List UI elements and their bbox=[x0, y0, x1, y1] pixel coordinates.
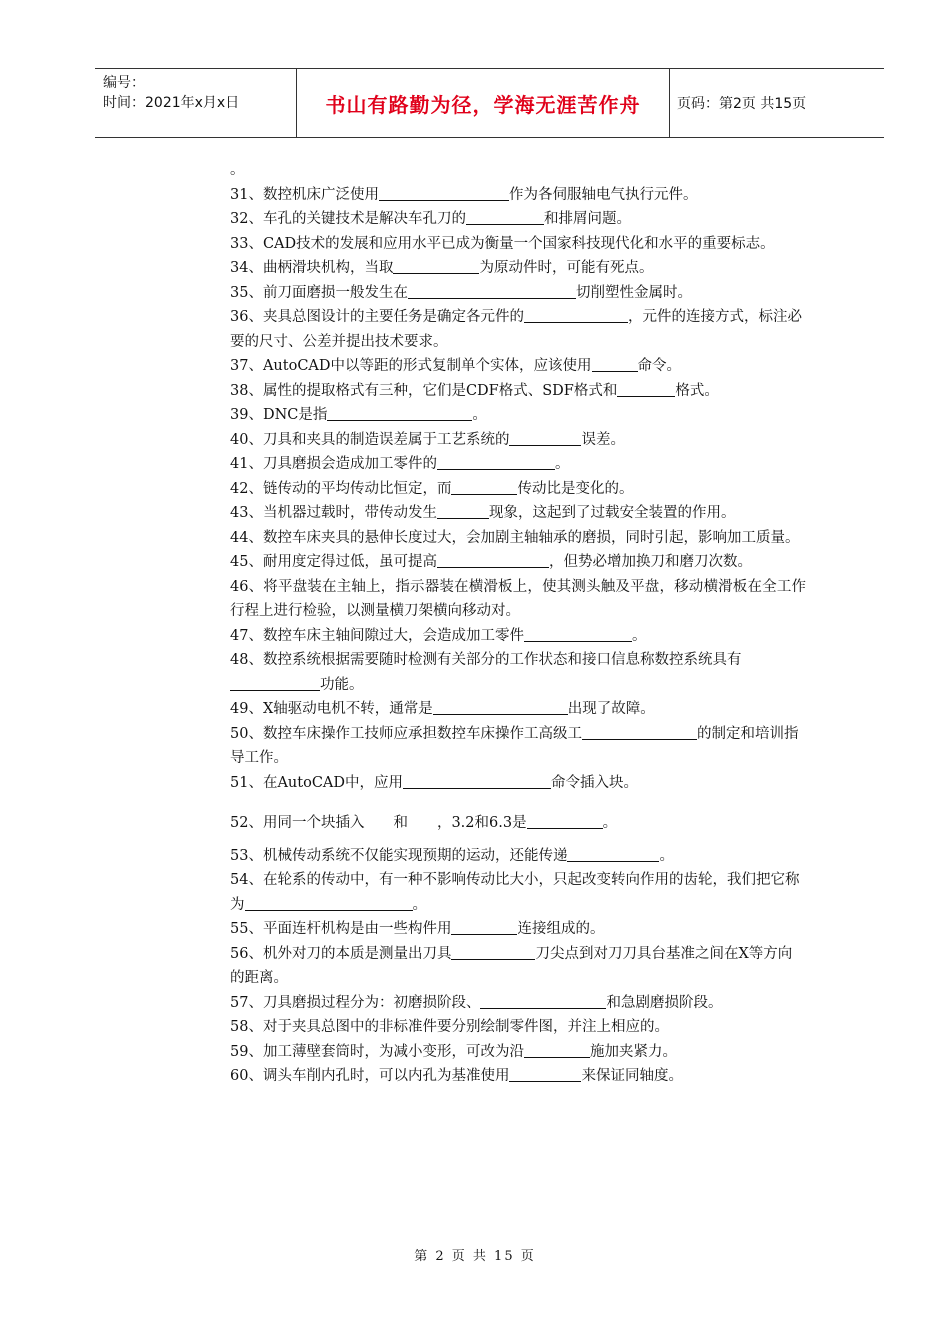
question-text: 施加夹紧力。 bbox=[589, 1043, 677, 1060]
answer-blank bbox=[509, 1065, 581, 1082]
question-q59 bbox=[230, 1040, 806, 1065]
question-text: 34、曲柄滑块机构，当取 bbox=[230, 260, 394, 276]
question-q48b bbox=[230, 673, 806, 698]
question-text: 51、在AutoCAD中，应用 bbox=[230, 774, 404, 791]
question-text: 39、DNC是指 bbox=[230, 407, 328, 423]
question-text: 58、对于夹具总图中的非标准件要分别绘制零件图，并注上相应的。 bbox=[230, 1019, 669, 1035]
question-text: 功能。 bbox=[320, 676, 364, 693]
question-text: 。 bbox=[602, 815, 618, 831]
question-text: 35、前刀面磨损一般发生在 bbox=[230, 284, 408, 301]
answer-blank bbox=[524, 1041, 590, 1058]
question-text: 。 bbox=[412, 896, 427, 913]
question-text: ，但势必增加换刀和磨刀次数。 bbox=[548, 554, 752, 570]
question-text: 54、在轮系的传动中，有一种不影响传动比大小，只起改变转向作用的齿轮，我们把它称为 bbox=[230, 872, 800, 913]
answer-blank bbox=[437, 502, 489, 519]
question-q56 bbox=[230, 942, 806, 991]
answer-blank bbox=[437, 453, 555, 470]
question-text: 来保证同轴度。 bbox=[581, 1068, 683, 1084]
header-page-info: 页码：第2页 共15页 bbox=[677, 96, 807, 112]
question-text: 47、数控车床主轴间隙过大，会造成加工零件 bbox=[230, 627, 524, 644]
question-q38 bbox=[230, 379, 806, 404]
time-label: 时间：2021年x月x日 bbox=[103, 95, 240, 111]
question-q49 bbox=[230, 697, 806, 722]
question-text: 。 bbox=[554, 456, 570, 472]
question-text: 格式。 bbox=[675, 382, 719, 399]
question-text: 切削塑性金属时。 bbox=[575, 284, 692, 301]
question-q41 bbox=[230, 452, 806, 477]
question-q46 bbox=[230, 575, 806, 624]
question-text: 现象，这起到了过载安全装置的作用。 bbox=[488, 505, 736, 521]
question-q32 bbox=[230, 207, 806, 232]
answer-blank bbox=[327, 404, 472, 421]
question-text: 。 bbox=[631, 627, 647, 644]
answer-blank bbox=[403, 772, 551, 789]
question-text: 和排屑问题。 bbox=[543, 211, 631, 227]
answer-blank bbox=[524, 625, 632, 642]
answer-blank bbox=[617, 380, 675, 397]
question-text: 刀尖点到对刀刀具台基准之间在X等方向的距离。 bbox=[230, 945, 793, 986]
question-text: 52、用同一个块插入 和 ，3.2和6.3是 bbox=[230, 815, 527, 831]
question-text: 56、机外对刀的本质是测量出刀具 bbox=[230, 945, 452, 962]
question-q45 bbox=[230, 550, 806, 575]
answer-blank bbox=[466, 208, 544, 225]
answer-blank bbox=[524, 306, 628, 323]
question-text: 49、X轴驱动电机不转，通常是 bbox=[230, 701, 433, 717]
question-q50 bbox=[230, 722, 806, 771]
question-text: 的制定和培训指导工作。 bbox=[230, 725, 799, 766]
question-text: 48、数控系统根据需要随时检测有关部分的工作状态和接口信息称数控系统具有 bbox=[230, 652, 742, 668]
question-q37 bbox=[230, 354, 806, 379]
question-text: 40、刀具和夹具的制造误差属于工艺系统的 bbox=[230, 431, 510, 448]
question-text: 命令插入块。 bbox=[551, 774, 639, 791]
question-q54 bbox=[230, 868, 806, 917]
answer-blank bbox=[480, 992, 606, 1009]
header-meta bbox=[103, 73, 239, 113]
answer-blank bbox=[230, 674, 320, 691]
answer-blank bbox=[451, 943, 535, 960]
question-q30end bbox=[230, 158, 806, 183]
question-q44 bbox=[230, 526, 806, 551]
question-text: 。 bbox=[230, 162, 245, 178]
question-text: 32、车孔的关键技术是解决车孔刀的 bbox=[230, 211, 466, 227]
question-q36 bbox=[230, 305, 806, 354]
question-text: 。 bbox=[659, 847, 674, 864]
question-text: 38、属性的提取格式有三种，它们是CDF格式、SDF格式和 bbox=[230, 382, 618, 399]
question-q48 bbox=[230, 648, 806, 673]
answer-blank bbox=[567, 845, 659, 862]
question-q52 bbox=[230, 811, 806, 836]
question-text: 连接组成的。 bbox=[517, 921, 605, 937]
question-q40 bbox=[230, 428, 806, 453]
question-q60 bbox=[230, 1064, 806, 1089]
question-text: 55、平面连杆机构是由一些构件用 bbox=[230, 921, 452, 937]
answer-blank bbox=[582, 723, 697, 740]
answer-blank bbox=[379, 184, 509, 201]
question-text: 46、将平盘装在主轴上，指示器装在横滑板上，使其测头触及平盘，移动横滑板在全工作行程上进行检验，以测量横刀架横向移动对。 bbox=[230, 578, 806, 619]
question-text: 60、调头车削内孔时，可以内孔为基准使用 bbox=[230, 1068, 510, 1084]
question-text: 36、夹具总图设计的主要任务是确定各元件的 bbox=[230, 309, 524, 325]
question-q34 bbox=[230, 256, 806, 281]
page-footer: 第 2 页 共 15 页 bbox=[414, 1249, 536, 1264]
answer-blank bbox=[433, 698, 568, 715]
number-label: 编号： bbox=[103, 75, 145, 91]
question-text: 出现了故障。 bbox=[567, 701, 655, 717]
header-divider bbox=[669, 69, 670, 137]
question-text: 41、刀具磨损会造成加工零件的 bbox=[230, 456, 437, 472]
question-text: 57、刀具磨损过程分为：初磨损阶段、 bbox=[230, 994, 481, 1011]
question-q33 bbox=[230, 232, 806, 257]
question-text: 。 bbox=[472, 407, 487, 423]
question-q51 bbox=[230, 771, 806, 796]
question-q53 bbox=[230, 844, 806, 869]
answer-blank bbox=[592, 355, 638, 372]
answer-blank bbox=[408, 282, 576, 299]
answer-blank bbox=[527, 812, 603, 829]
question-text: 53、机械传动系统不仅能实现预期的运动，还能传递 bbox=[230, 847, 568, 864]
answer-blank bbox=[393, 257, 479, 274]
answer-blank bbox=[451, 478, 517, 495]
question-text: 命令。 bbox=[637, 358, 682, 374]
question-text: 44、数控车床夹具的悬伸长度过大，会加剧主轴轴承的磨损，同时引起，影响加工质量。 bbox=[230, 529, 800, 546]
question-text: 传动比是变化的。 bbox=[517, 480, 634, 497]
question-q57 bbox=[230, 991, 806, 1016]
question-text: 31、数控机床广泛使用 bbox=[230, 186, 379, 203]
question-list bbox=[230, 158, 806, 1089]
question-q35 bbox=[230, 281, 806, 306]
question-text: 43、当机器过载时，带传动发生 bbox=[230, 505, 437, 521]
question-text: 为原动件时，可能有死点。 bbox=[479, 260, 654, 276]
answer-blank bbox=[451, 918, 517, 935]
question-text: 37、AutoCAD中以等距的形式复制单个实体，应该使用 bbox=[230, 358, 592, 374]
question-q39 bbox=[230, 403, 806, 428]
question-text: 误差。 bbox=[581, 431, 625, 448]
question-q31 bbox=[230, 183, 806, 208]
question-text: ，元件的连接方式，标注必要的尺寸、公差并提出技术要求。 bbox=[230, 309, 802, 350]
question-text: 33、CAD技术的发展和应用水平已成为衡量一个国家科技现代化和水平的重要标志。 bbox=[230, 235, 775, 252]
page-header bbox=[95, 68, 884, 138]
question-text: 59、加工薄壁套筒时，为减小变形，可改为沿 bbox=[230, 1043, 524, 1060]
question-text: 42、链传动的平均传动比恒定，而 bbox=[230, 480, 452, 497]
answer-blank bbox=[509, 429, 581, 446]
question-q42 bbox=[230, 477, 806, 502]
question-text: 45、耐用度定得过低，虽可提高 bbox=[230, 554, 437, 570]
question-q47 bbox=[230, 624, 806, 649]
header-motto: 书山有路勤为径，学海无涯苦作舟 bbox=[325, 92, 641, 117]
question-q58 bbox=[230, 1015, 806, 1040]
question-q43 bbox=[230, 501, 806, 526]
question-q55 bbox=[230, 917, 806, 942]
question-text: 作为各伺服轴电气执行元件。 bbox=[508, 186, 698, 203]
answer-blank bbox=[437, 551, 549, 568]
question-text: 50、数控车床操作工技师应承担数控车床操作工高级工 bbox=[230, 725, 582, 742]
answer-blank bbox=[245, 894, 413, 911]
question-text: 和急剧磨损阶段。 bbox=[606, 994, 723, 1011]
